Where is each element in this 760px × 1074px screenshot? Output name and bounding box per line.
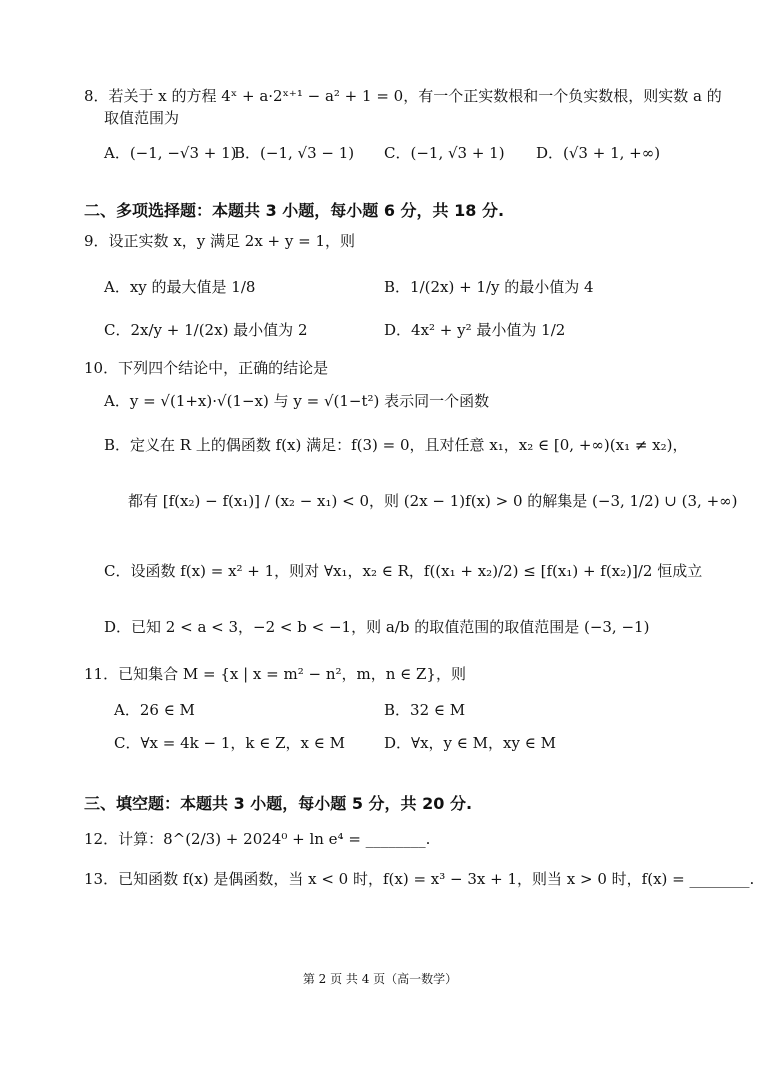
q9-stem: 9．设正实数 x，y 满足 2x + y = 1，则 <box>84 232 356 250</box>
q10-option-b-line1: B．定义在 R 上的偶函数 f(x) 满足：f(3) = 0，且对任意 x₁，x₂ ∈ [0, +∞)(x₁ ≠ x₂)， <box>104 436 688 454</box>
q11-option-c: C．∀x = 4k − 1，k ∈ Z，x ∈ M <box>114 734 345 752</box>
q9-option-d: D．4x² + y² 最小值为 1/2 <box>384 321 566 339</box>
q10-stem: 10．下列四个结论中，正确的结论是 <box>84 359 329 377</box>
q8-stem-continued: 取值范围为 <box>104 109 180 127</box>
q11-option-a: A．26 ∈ M <box>114 701 195 719</box>
q8-option-c: C．(−1, √3 + 1) <box>384 144 505 162</box>
q11-option-d: D．∀x，y ∈ M，xy ∈ M <box>384 734 556 752</box>
q11-option-b: B．32 ∈ M <box>384 701 466 719</box>
q8-stem: 8．若关于 x 的方程 4ˣ + a·2ˣ⁺¹ − a² + 1 = 0，有一个正实数根和一个负实数根，则实数 a 的 <box>84 87 722 105</box>
page-footer: 第 2 页 共 4 页（高一数学） <box>302 972 458 986</box>
section-2-heading: 二、多项选择题：本题共 3 小题，每小题 6 分，共 18 分. <box>84 201 505 220</box>
q9-option-b: B．1/(2x) + 1/y 的最小值为 4 <box>384 278 594 296</box>
q8-option-b: B．(−1, √3 − 1) <box>234 144 355 162</box>
q13-question: 13．已知函数 f(x) 是偶函数，当 x < 0 时，f(x) = x³ − 3x + 1，则当 x > 0 时，f(x) = ________. <box>84 870 755 888</box>
q10-option-b-line2: 都有 [f(x₂) − f(x₁)] / (x₂ − x₁) < 0，则 (2x − 1)f(x) > 0 的解集是 (−3, 1/2) ∪ (3, +∞) <box>128 492 738 510</box>
q11-stem: 11．已知集合 M = {x | x = m² − n²，m，n ∈ Z}，则 <box>84 665 466 683</box>
q10-option-a: A．y = √(1+x)·√(1−x) 与 y = √(1−t²) 表示同一个函数 <box>104 392 490 410</box>
q8-option-a: A．(−1, −√3 + 1) <box>104 144 237 162</box>
q8-option-d: D．(√3 + 1, +∞) <box>536 144 661 162</box>
q12-question: 12．计算：8^(2/3) + 2024⁰ + ln e⁴ = ________. <box>84 830 431 848</box>
q10-option-d: D．已知 2 < a < 3，−2 < b < −1，则 a/b 的取值范围的取值范围是 (−3, −1) <box>104 618 650 636</box>
section-3-heading: 三、填空题：本题共 3 小题，每小题 5 分，共 20 分. <box>84 794 473 813</box>
q9-option-c: C．2x/y + 1/(2x) 最小值为 2 <box>104 321 308 339</box>
q10-option-c: C．设函数 f(x) = x² + 1，则对 ∀x₁，x₂ ∈ R，f((x₁ + x₂)/2) ≤ [f(x₁) + f(x₂)]/2 恒成立 <box>104 562 703 580</box>
q9-option-a: A．xy 的最大值是 1/8 <box>104 278 256 296</box>
